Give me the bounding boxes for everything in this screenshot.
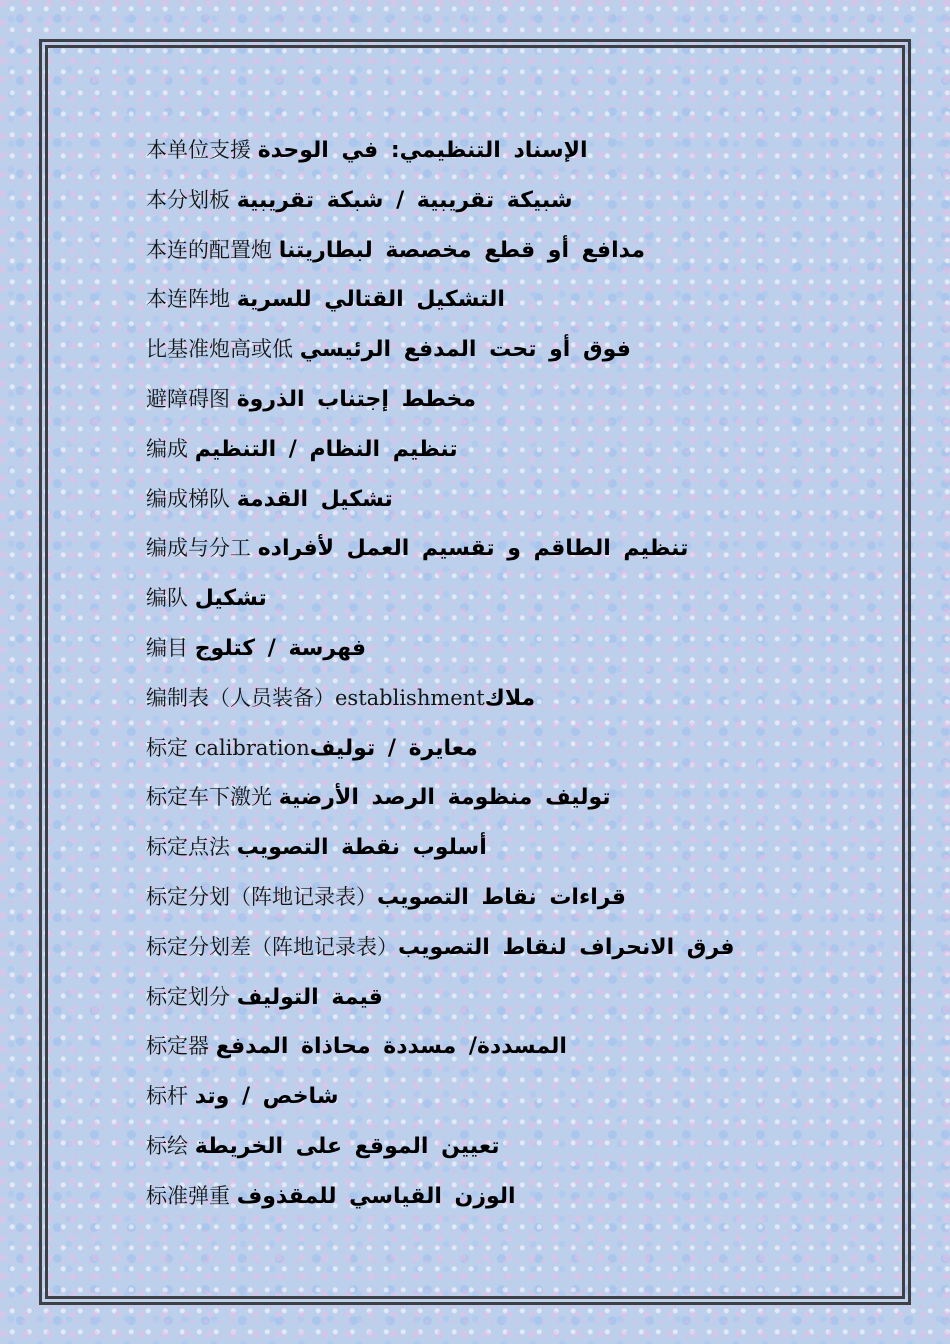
glossary-entry (146, 176, 846, 226)
chinese-term: 编成 (146, 436, 195, 461)
chinese-term: 本连的配置炮 (146, 237, 279, 262)
chinese-term: 标定车下激光 (146, 785, 279, 810)
chinese-term: 编制表（人员装备）establishment (146, 685, 485, 710)
chinese-term: 编目 (146, 635, 195, 660)
glossary-entry (146, 574, 846, 624)
arabic-translation: تنظيم الطاقم و تقسيم العمل لأفراده (257, 536, 689, 562)
arabic-translation: تشكيل القدمة (236, 486, 393, 512)
chinese-term: 标定点法 (146, 835, 237, 860)
chinese-term: 编成梯队 (146, 486, 237, 511)
arabic-translation: تعيين الموقع على الخريطة (194, 1133, 500, 1159)
glossary-entry (146, 375, 846, 425)
glossary-entry (146, 1172, 846, 1222)
arabic-translation: تنظيم النظام / التنظيم (194, 436, 458, 462)
arabic-translation: قيمة التوليف (236, 984, 383, 1010)
chinese-term: 编成与分工 (146, 536, 258, 561)
glossary-entry (146, 126, 846, 176)
arabic-translation: توليف منظومة الرصد الأرضية (278, 785, 611, 811)
chinese-term: 标定分划差（阵地记录表） (146, 934, 398, 959)
glossary-entry (146, 475, 846, 525)
glossary-entry (146, 1022, 846, 1072)
arabic-translation: فهرسة / كتلوج (194, 635, 367, 661)
chinese-term: 本分划板 (146, 187, 237, 212)
glossary-entry (146, 1072, 846, 1122)
glossary-entry (146, 275, 846, 325)
glossary-entry (146, 425, 846, 475)
chinese-term: 标定分划（阵地记录表） (146, 884, 377, 909)
chinese-term: 标杆 (146, 1084, 195, 1109)
glossary-entry (146, 226, 846, 276)
arabic-translation: التشكيل القتالي للسرية (236, 287, 505, 313)
chinese-term: 编队 (146, 586, 195, 611)
glossary-entry (146, 923, 846, 973)
arabic-translation: شبيكة تقريبية / شبكة تقريبية (236, 187, 573, 213)
arabic-translation: ملاك (484, 685, 536, 711)
glossary-list (146, 126, 846, 1222)
glossary-entry (146, 624, 846, 674)
glossary-entry (146, 1122, 846, 1172)
arabic-translation: شاخص / وتد (194, 1084, 339, 1110)
chinese-term: 标定划分 (146, 984, 237, 1009)
glossary-entry (146, 823, 846, 873)
chinese-term: 标准弹重 (146, 1183, 237, 1208)
chinese-term: 本连阵地 (146, 287, 237, 312)
glossary-entry (146, 773, 846, 823)
arabic-translation: قراءات نقاط التصويب (377, 884, 626, 910)
glossary-entry (146, 674, 846, 724)
arabic-translation: الوزن القياسي للمقذوف (236, 1183, 516, 1209)
arabic-translation: الإسناد التنظيمي: في الوحدة (257, 138, 588, 163)
arabic-translation: أسلوب نقطة التصويب (236, 835, 487, 861)
arabic-translation: مخطط إجتناب الذروة (236, 386, 477, 412)
chinese-term: 标绘 (146, 1133, 195, 1158)
arabic-translation: فوق أو تحت المدفع الرئيسي (299, 337, 631, 363)
chinese-term: 比基准炮高或低 (146, 337, 300, 362)
arabic-translation: تشكيل (194, 586, 267, 612)
glossary-entry (146, 524, 846, 574)
arabic-translation: المسددة/ مسددة محاذاة المدفع (215, 1034, 567, 1060)
arabic-translation: معايرة / توليف (309, 735, 478, 761)
glossary-entry (146, 325, 846, 375)
glossary-entry (146, 873, 846, 923)
chinese-term: 标定 calibration (146, 735, 310, 760)
glossary-entry (146, 724, 846, 774)
arabic-translation: مدافع أو قطع مخصصة لبطاريتنا (278, 237, 645, 263)
arabic-translation: فرق الانحراف لنقاط التصويب (398, 934, 735, 960)
glossary-entry (146, 973, 846, 1023)
chinese-term: 本单位支援 (146, 138, 258, 162)
chinese-term: 标定器 (146, 1034, 216, 1059)
chinese-term: 避障碍图 (146, 386, 237, 411)
